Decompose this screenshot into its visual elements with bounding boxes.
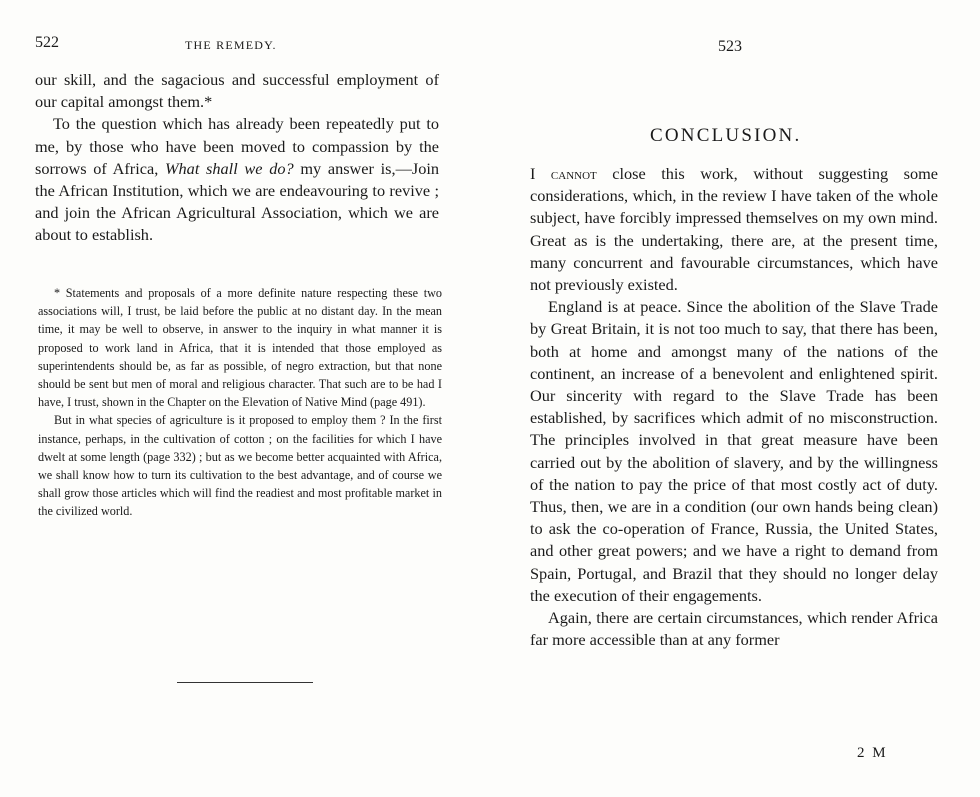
left-paragraph-2 [35, 113, 439, 246]
section-divider [177, 682, 313, 683]
footnote-paragraph-1: * Statements and proposals of a more definite nature respecting these two associations will, I trust, be laid before the public at no distant day. In the mean time, it may be well to observe, in answer to the inquiry in what manner it is proposed to work land in Africa, that it is intended that those employed as superintendents should be, as far as possible, of negro extraction, but that none should be sent but men of moral and religious character. That such are to be had I have, I trust, shown in the Chapter on the Elevation of Native Mind (page 491). [38, 286, 442, 410]
left-body-text [35, 69, 439, 247]
lead-word: I cannot [530, 164, 597, 183]
chapter-title: CONCLUSION. [650, 125, 802, 146]
signature-mark: 2 M [857, 745, 888, 761]
right-paragraph-3: Again, there are certain circumstances, which render Africa far more accessible than at any former [530, 608, 938, 650]
footnote [38, 284, 442, 521]
right-paragraph-1 [530, 163, 938, 296]
running-head: THE REMEDY. [185, 38, 277, 52]
page-number-left: 522 [35, 34, 59, 51]
question-italic: What shall we do? [164, 158, 294, 178]
footnote-paragraph-2: But in what species of agriculture is it proposed to employ them ? In the first instance, perhaps, in the cultivation of cotton ; on the facilities for which I have dwelt at some length (page 332) ; but as we become better acquainted with Africa, we shall know how to turn its cultivation to the best advantage, and of course we shall grow those articles which will find the readiest and most profitable market in the civilized world. [38, 413, 442, 519]
right-paragraph-1-rest: close this work, without suggesting some considerations, which, in the review I have taken of the whole subject, have forcibly impressed themselves on my own mind. Great as is the undertaking, there are, at the present time, many concurrent and favourable circumstances, which have not previously existed. [530, 164, 938, 295]
right-paragraph-2: England is at peace. Since the abolition of the Slave Trade by Great Britain, it is not too much to say, that there has been, both at home and amongst many of the nations of the continent, an increase of a benevolent and enlightened spirit. Our sincerity with regard to the Slave Trade has been established, by sacrifices which admit of no misconstruction. The principles involved in that great measure have been carried out by the abolition of slavery, and by the willingness of the nation to pay the price of that most costly act of duty. Thus, then, we are in a condition (our own hands being clean) to ask the co-operation of France, Russia, the United States, and other great powers; and we have a right to demand from Spain, Portugal, and Brazil that they should no longer delay the execution of their engagements. [530, 297, 938, 605]
left-paragraph-2-start: To the question which has already been repeatedly put to me, by those who have been moved to compassion by the sorrows of Africa, [35, 114, 439, 178]
left-page [0, 0, 470, 797]
right-body-text [530, 163, 938, 651]
right-page [490, 0, 980, 797]
left-paragraph-1: our skill, and the sagacious and successful employment of our capital amongst them.* [35, 70, 439, 112]
left-paragraph-2-end: my answer is,—Join the African Institution, which we are endeavouring to revive ; and join the African Agricultural Association, which we are about to establish. [35, 158, 440, 245]
page-number-right: 523 [718, 38, 742, 55]
